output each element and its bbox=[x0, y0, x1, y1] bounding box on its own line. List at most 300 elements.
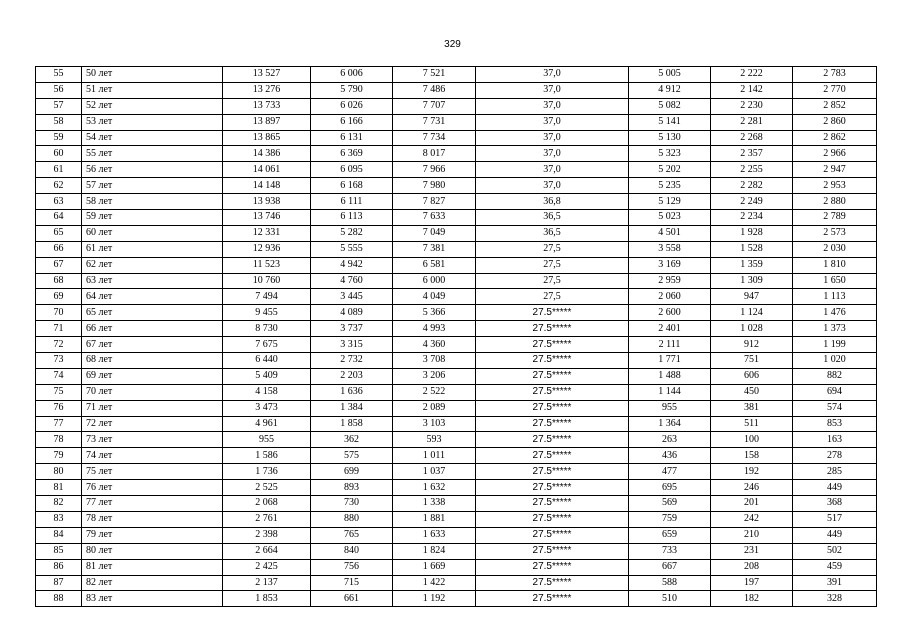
male-cell: 765 bbox=[311, 527, 393, 543]
total-result-cell: 1 144 bbox=[629, 384, 711, 400]
male-result-cell: 201 bbox=[711, 496, 793, 512]
female-cell: 3 206 bbox=[393, 368, 476, 384]
total-result-cell: 2 600 bbox=[629, 305, 711, 321]
total-result-cell: 510 bbox=[629, 591, 711, 607]
age-cell: 67 лет bbox=[82, 337, 223, 353]
male-result-cell: 231 bbox=[711, 543, 793, 559]
age-cell: 65 лет bbox=[82, 305, 223, 321]
male-cell: 2 203 bbox=[311, 368, 393, 384]
table-row bbox=[36, 527, 877, 543]
age-cell: 74 лет bbox=[82, 448, 223, 464]
row-number-cell: 78 bbox=[36, 432, 82, 448]
age-cell: 69 лет bbox=[82, 368, 223, 384]
rate-cell: 37,0 bbox=[476, 82, 629, 98]
table-row bbox=[36, 67, 877, 83]
female-cell: 7 521 bbox=[393, 67, 476, 83]
female-result-cell: 2 862 bbox=[793, 130, 877, 146]
age-cell: 72 лет bbox=[82, 416, 223, 432]
female-result-cell: 1 020 bbox=[793, 353, 877, 369]
female-cell: 3 708 bbox=[393, 353, 476, 369]
total-result-cell: 5 082 bbox=[629, 98, 711, 114]
rate-cell: 27.5***** bbox=[476, 591, 629, 607]
age-cell: 64 лет bbox=[82, 289, 223, 305]
rate-cell: 36,5 bbox=[476, 210, 629, 226]
row-number-cell: 79 bbox=[36, 448, 82, 464]
total-result-cell: 5 141 bbox=[629, 114, 711, 130]
total-result-cell: 733 bbox=[629, 543, 711, 559]
table-row bbox=[36, 225, 877, 241]
total-cell: 2 664 bbox=[223, 543, 311, 559]
male-cell: 893 bbox=[311, 480, 393, 496]
total-cell: 8 730 bbox=[223, 321, 311, 337]
female-result-cell: 1 810 bbox=[793, 257, 877, 273]
female-cell: 1 881 bbox=[393, 511, 476, 527]
age-cell: 61 лет bbox=[82, 241, 223, 257]
male-result-cell: 100 bbox=[711, 432, 793, 448]
total-cell: 13 527 bbox=[223, 67, 311, 83]
rate-cell: 27.5***** bbox=[476, 321, 629, 337]
male-cell: 6 369 bbox=[311, 146, 393, 162]
table-row bbox=[36, 543, 877, 559]
row-number-cell: 57 bbox=[36, 98, 82, 114]
rate-cell: 37,0 bbox=[476, 98, 629, 114]
total-cell: 7 675 bbox=[223, 337, 311, 353]
female-result-cell: 882 bbox=[793, 368, 877, 384]
rate-cell: 27.5***** bbox=[476, 575, 629, 591]
rate-cell: 37,0 bbox=[476, 178, 629, 194]
female-cell: 4 993 bbox=[393, 321, 476, 337]
age-cell: 50 лет bbox=[82, 67, 223, 83]
table-row bbox=[36, 162, 877, 178]
total-cell: 5 409 bbox=[223, 368, 311, 384]
total-cell: 14 061 bbox=[223, 162, 311, 178]
female-result-cell: 502 bbox=[793, 543, 877, 559]
female-cell: 1 633 bbox=[393, 527, 476, 543]
age-cell: 54 лет bbox=[82, 130, 223, 146]
table-row bbox=[36, 353, 877, 369]
total-cell: 13 938 bbox=[223, 194, 311, 210]
rate-cell: 27.5***** bbox=[476, 496, 629, 512]
rate-cell: 27,5 bbox=[476, 257, 629, 273]
age-cell: 70 лет bbox=[82, 384, 223, 400]
rate-cell: 27,5 bbox=[476, 289, 629, 305]
page-number: 329 bbox=[444, 39, 461, 50]
row-number-cell: 69 bbox=[36, 289, 82, 305]
rate-cell: 36,8 bbox=[476, 194, 629, 210]
row-number-cell: 55 bbox=[36, 67, 82, 83]
row-number-cell: 88 bbox=[36, 591, 82, 607]
female-result-cell: 449 bbox=[793, 527, 877, 543]
row-number-cell: 81 bbox=[36, 480, 82, 496]
age-cell: 59 лет bbox=[82, 210, 223, 226]
female-cell: 7 633 bbox=[393, 210, 476, 226]
male-result-cell: 2 234 bbox=[711, 210, 793, 226]
row-number-cell: 82 bbox=[36, 496, 82, 512]
male-cell: 4 760 bbox=[311, 273, 393, 289]
male-result-cell: 2 282 bbox=[711, 178, 793, 194]
male-result-cell: 242 bbox=[711, 511, 793, 527]
female-result-cell: 1 476 bbox=[793, 305, 877, 321]
total-cell: 3 473 bbox=[223, 400, 311, 416]
table-row bbox=[36, 241, 877, 257]
female-cell: 1 669 bbox=[393, 559, 476, 575]
age-cell: 80 лет bbox=[82, 543, 223, 559]
male-cell: 6 111 bbox=[311, 194, 393, 210]
female-result-cell: 2 966 bbox=[793, 146, 877, 162]
total-cell: 14 148 bbox=[223, 178, 311, 194]
total-cell: 7 494 bbox=[223, 289, 311, 305]
male-cell: 5 790 bbox=[311, 82, 393, 98]
female-cell: 6 581 bbox=[393, 257, 476, 273]
row-number-cell: 62 bbox=[36, 178, 82, 194]
rate-cell: 27.5***** bbox=[476, 368, 629, 384]
row-number-cell: 71 bbox=[36, 321, 82, 337]
male-result-cell: 606 bbox=[711, 368, 793, 384]
male-cell: 362 bbox=[311, 432, 393, 448]
male-cell: 730 bbox=[311, 496, 393, 512]
female-cell: 5 366 bbox=[393, 305, 476, 321]
female-result-cell: 449 bbox=[793, 480, 877, 496]
male-result-cell: 2 281 bbox=[711, 114, 793, 130]
male-result-cell: 2 142 bbox=[711, 82, 793, 98]
age-cell: 82 лет bbox=[82, 575, 223, 591]
female-cell: 7 734 bbox=[393, 130, 476, 146]
age-cell: 62 лет bbox=[82, 257, 223, 273]
table-row bbox=[36, 146, 877, 162]
rate-cell: 27.5***** bbox=[476, 432, 629, 448]
row-number-cell: 80 bbox=[36, 464, 82, 480]
table-row bbox=[36, 130, 877, 146]
rate-cell: 27.5***** bbox=[476, 448, 629, 464]
male-result-cell: 511 bbox=[711, 416, 793, 432]
total-result-cell: 569 bbox=[629, 496, 711, 512]
female-cell: 8 017 bbox=[393, 146, 476, 162]
age-cell: 81 лет bbox=[82, 559, 223, 575]
table-row bbox=[36, 432, 877, 448]
total-cell: 2 525 bbox=[223, 480, 311, 496]
row-number-cell: 68 bbox=[36, 273, 82, 289]
female-result-cell: 2 030 bbox=[793, 241, 877, 257]
male-result-cell: 246 bbox=[711, 480, 793, 496]
age-cell: 66 лет bbox=[82, 321, 223, 337]
table-body bbox=[36, 67, 877, 607]
row-number-cell: 74 bbox=[36, 368, 82, 384]
female-cell: 593 bbox=[393, 432, 476, 448]
male-cell: 6 026 bbox=[311, 98, 393, 114]
female-cell: 7 966 bbox=[393, 162, 476, 178]
female-cell: 1 824 bbox=[393, 543, 476, 559]
row-number-cell: 66 bbox=[36, 241, 82, 257]
table-row bbox=[36, 321, 877, 337]
male-cell: 661 bbox=[311, 591, 393, 607]
row-number-cell: 64 bbox=[36, 210, 82, 226]
age-cell: 55 лет bbox=[82, 146, 223, 162]
female-cell: 1 011 bbox=[393, 448, 476, 464]
row-number-cell: 76 bbox=[36, 400, 82, 416]
female-result-cell: 694 bbox=[793, 384, 877, 400]
total-result-cell: 436 bbox=[629, 448, 711, 464]
total-result-cell: 5 323 bbox=[629, 146, 711, 162]
age-cell: 73 лет bbox=[82, 432, 223, 448]
female-cell: 4 049 bbox=[393, 289, 476, 305]
female-cell: 7 707 bbox=[393, 98, 476, 114]
rate-cell: 27.5***** bbox=[476, 384, 629, 400]
total-result-cell: 695 bbox=[629, 480, 711, 496]
female-result-cell: 368 bbox=[793, 496, 877, 512]
total-result-cell: 5 202 bbox=[629, 162, 711, 178]
table-row bbox=[36, 400, 877, 416]
total-result-cell: 1 488 bbox=[629, 368, 711, 384]
male-cell: 575 bbox=[311, 448, 393, 464]
rate-cell: 37,0 bbox=[476, 67, 629, 83]
rate-cell: 27.5***** bbox=[476, 400, 629, 416]
total-result-cell: 5 235 bbox=[629, 178, 711, 194]
total-cell: 2 425 bbox=[223, 559, 311, 575]
total-result-cell: 955 bbox=[629, 400, 711, 416]
table-row bbox=[36, 448, 877, 464]
female-result-cell: 574 bbox=[793, 400, 877, 416]
age-cell: 76 лет bbox=[82, 480, 223, 496]
male-result-cell: 1 124 bbox=[711, 305, 793, 321]
rate-cell: 27.5***** bbox=[476, 511, 629, 527]
female-cell: 1 338 bbox=[393, 496, 476, 512]
male-result-cell: 450 bbox=[711, 384, 793, 400]
female-cell: 7 827 bbox=[393, 194, 476, 210]
rate-cell: 37,0 bbox=[476, 162, 629, 178]
male-result-cell: 197 bbox=[711, 575, 793, 591]
row-number-cell: 59 bbox=[36, 130, 82, 146]
table-row bbox=[36, 480, 877, 496]
total-result-cell: 2 060 bbox=[629, 289, 711, 305]
total-cell: 1 586 bbox=[223, 448, 311, 464]
male-result-cell: 158 bbox=[711, 448, 793, 464]
male-result-cell: 947 bbox=[711, 289, 793, 305]
female-cell: 1 632 bbox=[393, 480, 476, 496]
total-cell: 10 760 bbox=[223, 273, 311, 289]
table-row bbox=[36, 305, 877, 321]
total-cell: 6 440 bbox=[223, 353, 311, 369]
female-result-cell: 517 bbox=[793, 511, 877, 527]
age-cell: 63 лет bbox=[82, 273, 223, 289]
table-row bbox=[36, 384, 877, 400]
age-cell: 57 лет bbox=[82, 178, 223, 194]
male-result-cell: 381 bbox=[711, 400, 793, 416]
male-result-cell: 1 528 bbox=[711, 241, 793, 257]
rate-cell: 27.5***** bbox=[476, 416, 629, 432]
male-result-cell: 2 268 bbox=[711, 130, 793, 146]
total-cell: 2 068 bbox=[223, 496, 311, 512]
male-cell: 3 315 bbox=[311, 337, 393, 353]
total-cell: 12 331 bbox=[223, 225, 311, 241]
total-result-cell: 5 130 bbox=[629, 130, 711, 146]
rate-cell: 36,5 bbox=[476, 225, 629, 241]
male-result-cell: 1 359 bbox=[711, 257, 793, 273]
age-cell: 53 лет bbox=[82, 114, 223, 130]
male-result-cell: 210 bbox=[711, 527, 793, 543]
row-number-cell: 87 bbox=[36, 575, 82, 591]
total-result-cell: 659 bbox=[629, 527, 711, 543]
female-cell: 2 089 bbox=[393, 400, 476, 416]
female-result-cell: 163 bbox=[793, 432, 877, 448]
total-result-cell: 2 111 bbox=[629, 337, 711, 353]
female-result-cell: 2 947 bbox=[793, 162, 877, 178]
male-result-cell: 751 bbox=[711, 353, 793, 369]
row-number-cell: 70 bbox=[36, 305, 82, 321]
female-result-cell: 2 789 bbox=[793, 210, 877, 226]
male-cell: 6 095 bbox=[311, 162, 393, 178]
male-result-cell: 912 bbox=[711, 337, 793, 353]
male-cell: 4 942 bbox=[311, 257, 393, 273]
female-result-cell: 2 573 bbox=[793, 225, 877, 241]
total-cell: 13 733 bbox=[223, 98, 311, 114]
rate-cell: 27.5***** bbox=[476, 353, 629, 369]
female-result-cell: 2 953 bbox=[793, 178, 877, 194]
female-cell: 2 522 bbox=[393, 384, 476, 400]
row-number-cell: 84 bbox=[36, 527, 82, 543]
male-result-cell: 2 357 bbox=[711, 146, 793, 162]
table-row bbox=[36, 368, 877, 384]
male-cell: 756 bbox=[311, 559, 393, 575]
table-row bbox=[36, 416, 877, 432]
total-result-cell: 5 129 bbox=[629, 194, 711, 210]
female-cell: 7 486 bbox=[393, 82, 476, 98]
total-cell: 4 961 bbox=[223, 416, 311, 432]
male-result-cell: 2 255 bbox=[711, 162, 793, 178]
female-result-cell: 1 373 bbox=[793, 321, 877, 337]
total-cell: 2 398 bbox=[223, 527, 311, 543]
age-cell: 83 лет bbox=[82, 591, 223, 607]
female-cell: 7 731 bbox=[393, 114, 476, 130]
female-result-cell: 328 bbox=[793, 591, 877, 607]
total-result-cell: 3 169 bbox=[629, 257, 711, 273]
male-cell: 6 113 bbox=[311, 210, 393, 226]
male-cell: 1 858 bbox=[311, 416, 393, 432]
female-result-cell: 2 852 bbox=[793, 98, 877, 114]
total-cell: 13 865 bbox=[223, 130, 311, 146]
male-result-cell: 192 bbox=[711, 464, 793, 480]
female-result-cell: 2 770 bbox=[793, 82, 877, 98]
age-cell: 60 лет bbox=[82, 225, 223, 241]
female-cell: 6 000 bbox=[393, 273, 476, 289]
row-number-cell: 67 bbox=[36, 257, 82, 273]
table-row bbox=[36, 289, 877, 305]
total-result-cell: 477 bbox=[629, 464, 711, 480]
male-result-cell: 1 928 bbox=[711, 225, 793, 241]
total-cell: 13 897 bbox=[223, 114, 311, 130]
total-result-cell: 3 558 bbox=[629, 241, 711, 257]
table-row bbox=[36, 464, 877, 480]
table-row bbox=[36, 98, 877, 114]
total-result-cell: 5 023 bbox=[629, 210, 711, 226]
rate-cell: 27,5 bbox=[476, 241, 629, 257]
row-number-cell: 86 bbox=[36, 559, 82, 575]
female-cell: 1 037 bbox=[393, 464, 476, 480]
female-result-cell: 2 783 bbox=[793, 67, 877, 83]
male-cell: 1 384 bbox=[311, 400, 393, 416]
male-cell: 699 bbox=[311, 464, 393, 480]
age-cell: 68 лет bbox=[82, 353, 223, 369]
total-result-cell: 2 401 bbox=[629, 321, 711, 337]
female-result-cell: 2 880 bbox=[793, 194, 877, 210]
male-cell: 4 089 bbox=[311, 305, 393, 321]
table-row bbox=[36, 114, 877, 130]
female-result-cell: 1 199 bbox=[793, 337, 877, 353]
total-cell: 13 276 bbox=[223, 82, 311, 98]
male-result-cell: 2 222 bbox=[711, 67, 793, 83]
total-cell: 12 936 bbox=[223, 241, 311, 257]
total-cell: 14 386 bbox=[223, 146, 311, 162]
male-cell: 880 bbox=[311, 511, 393, 527]
female-result-cell: 1 113 bbox=[793, 289, 877, 305]
age-cell: 79 лет bbox=[82, 527, 223, 543]
female-cell: 7 049 bbox=[393, 225, 476, 241]
male-cell: 5 555 bbox=[311, 241, 393, 257]
table-row bbox=[36, 273, 877, 289]
female-result-cell: 391 bbox=[793, 575, 877, 591]
total-result-cell: 1 364 bbox=[629, 416, 711, 432]
total-cell: 2 761 bbox=[223, 511, 311, 527]
female-cell: 7 381 bbox=[393, 241, 476, 257]
row-number-cell: 60 bbox=[36, 146, 82, 162]
table-row bbox=[36, 575, 877, 591]
male-cell: 5 282 bbox=[311, 225, 393, 241]
table-row bbox=[36, 496, 877, 512]
male-cell: 6 166 bbox=[311, 114, 393, 130]
rate-cell: 37,0 bbox=[476, 146, 629, 162]
total-cell: 9 455 bbox=[223, 305, 311, 321]
total-result-cell: 5 005 bbox=[629, 67, 711, 83]
row-number-cell: 61 bbox=[36, 162, 82, 178]
data-table bbox=[35, 66, 877, 607]
male-cell: 2 732 bbox=[311, 353, 393, 369]
female-cell: 7 980 bbox=[393, 178, 476, 194]
male-cell: 6 006 bbox=[311, 67, 393, 83]
row-number-cell: 85 bbox=[36, 543, 82, 559]
age-cell: 77 лет bbox=[82, 496, 223, 512]
total-result-cell: 588 bbox=[629, 575, 711, 591]
table-row bbox=[36, 194, 877, 210]
rate-cell: 27,5 bbox=[476, 273, 629, 289]
table-row bbox=[36, 210, 877, 226]
table-row bbox=[36, 559, 877, 575]
male-cell: 6 131 bbox=[311, 130, 393, 146]
male-result-cell: 2 249 bbox=[711, 194, 793, 210]
age-cell: 56 лет bbox=[82, 162, 223, 178]
rate-cell: 27.5***** bbox=[476, 559, 629, 575]
row-number-cell: 56 bbox=[36, 82, 82, 98]
male-result-cell: 1 028 bbox=[711, 321, 793, 337]
total-cell: 955 bbox=[223, 432, 311, 448]
female-result-cell: 278 bbox=[793, 448, 877, 464]
female-cell: 3 103 bbox=[393, 416, 476, 432]
rate-cell: 27.5***** bbox=[476, 464, 629, 480]
row-number-cell: 65 bbox=[36, 225, 82, 241]
male-cell: 715 bbox=[311, 575, 393, 591]
age-cell: 51 лет bbox=[82, 82, 223, 98]
rate-cell: 27.5***** bbox=[476, 305, 629, 321]
female-cell: 1 192 bbox=[393, 591, 476, 607]
male-cell: 3 445 bbox=[311, 289, 393, 305]
total-result-cell: 759 bbox=[629, 511, 711, 527]
male-cell: 1 636 bbox=[311, 384, 393, 400]
age-cell: 71 лет bbox=[82, 400, 223, 416]
male-cell: 3 737 bbox=[311, 321, 393, 337]
male-result-cell: 182 bbox=[711, 591, 793, 607]
total-cell: 1 736 bbox=[223, 464, 311, 480]
table-row bbox=[36, 511, 877, 527]
rate-cell: 27.5***** bbox=[476, 543, 629, 559]
total-result-cell: 1 771 bbox=[629, 353, 711, 369]
